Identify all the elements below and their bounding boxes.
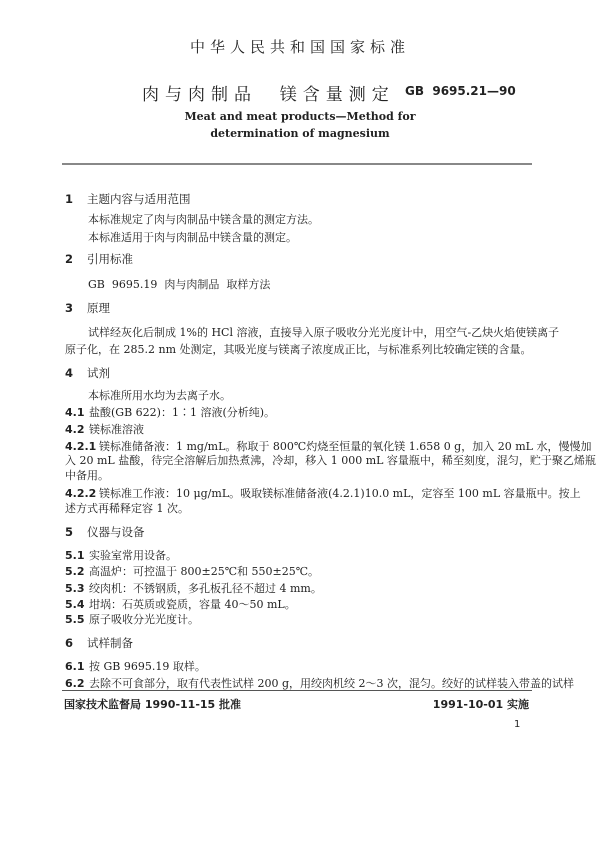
clause-4-2 — [65, 421, 530, 437]
section-title: 引用标准 — [87, 252, 133, 266]
document-title: 肉与肉制品 镁含量测定 — [142, 85, 395, 105]
clause-text: 高温炉：可控温于 800±25℃和 550±25℃。 — [89, 565, 320, 578]
section-number: 3 — [65, 301, 74, 315]
section-number: 4 — [65, 366, 74, 380]
clause-number: 5.2 — [65, 565, 85, 578]
clause-number: 5.5 — [65, 613, 85, 626]
paragraph-line: 本标准规定了肉与肉制品中镁含量的测定方法。 — [88, 213, 319, 226]
clause-text: 按 GB 9695.19 取样。 — [89, 660, 206, 673]
section-title: 主题内容与适用范围 — [87, 192, 191, 206]
paragraph-line: 原子化，在 285.2 nm 处测定，其吸光度与镁离子浓度成正比，与标准系列比较确定镁的含量。 — [65, 343, 532, 356]
clause-number: 4.2 — [65, 423, 85, 436]
clause-number: 4.2.1 — [65, 440, 97, 453]
section-1-heading — [65, 191, 530, 207]
clause-5-1 — [65, 547, 530, 563]
paragraph-line: 中备用。 — [65, 469, 109, 482]
approval-date: 国家技术监督局 1990-11-15 批准 — [64, 698, 242, 711]
section-title: 试样制备 — [87, 636, 133, 650]
section-6-heading — [65, 635, 530, 651]
page-number: 1 — [514, 719, 521, 730]
paragraph-line: 述方式再稀释定容 1 次。 — [65, 502, 189, 515]
section-number: 5 — [65, 525, 74, 539]
clause-text: 原子吸收分光光度计。 — [89, 613, 199, 626]
clause-number: 4.2.2 — [65, 487, 97, 500]
clause-6-2 — [65, 675, 575, 691]
clause-5-4 — [65, 596, 530, 612]
section-title: 仪器与设备 — [87, 525, 145, 539]
section-5-heading — [65, 524, 530, 540]
clause-text: 镁标准溶液 — [89, 423, 144, 436]
footer-rule — [62, 690, 532, 691]
standard-code: GB 9695.21—90 — [405, 84, 516, 98]
section-number: 2 — [65, 252, 74, 266]
clause-6-1 — [65, 658, 530, 674]
english-title-line2: determination of magnesium — [210, 127, 390, 140]
clause-4-1 — [65, 404, 530, 420]
clause-text: 镁标准储备液：1 mg/mL。称取于 800℃灼烧至恒量的氧化镁 1.658 0 g，加入 20 mL 水，慢慢加 — [99, 440, 592, 453]
section-2-heading — [65, 251, 530, 267]
header-rule — [62, 163, 532, 165]
section-3-heading — [65, 300, 530, 316]
clause-number: 6.1 — [65, 660, 85, 673]
section-title: 原理 — [87, 301, 110, 315]
paragraph-line: 本标准所用水均为去离子水。 — [88, 389, 231, 402]
clause-text: 坩埚：石英质或瓷质，容量 40～50 mL。 — [89, 598, 296, 611]
clause-number: 4.1 — [65, 406, 85, 419]
paragraph-line: 入 20 mL 盐酸，待完全溶解后加热煮沸，冷却，移入 1 000 mL 容量瓶中，稀至刻度，混匀，贮于聚乙烯瓶 — [65, 454, 596, 467]
clause-5-2 — [65, 563, 530, 579]
paragraph-line: 本标准适用于肉与肉制品中镁含量的测定。 — [88, 231, 297, 244]
effective-date: 1991-10-01 实施 — [432, 698, 529, 711]
section-4-heading — [65, 365, 530, 381]
clause-text: 镁标准工作液：10 μg/mL。吸取镁标准储备液(4.2.1)10.0 mL，定容至 100 mL 容量瓶中。按上 — [99, 487, 581, 500]
reference-line: GB 9695.19 肉与肉制品 取样方法 — [88, 278, 271, 291]
clause-5-5 — [65, 611, 530, 627]
english-title-line1: Meat and meat products—Method for — [184, 110, 416, 123]
national-standard-heading: 中华人民共和国国家标准 — [189, 38, 410, 56]
clause-4-2-2 — [65, 485, 581, 501]
clause-text: 实验室常用设备。 — [89, 549, 177, 562]
clause-number: 5.4 — [65, 598, 85, 611]
section-title: 试剂 — [87, 366, 110, 380]
clause-text: 去除不可食部分，取有代表性试样 200 g，用绞肉机绞 2～3 次，混匀。绞好的试样装入带盖的试样 — [89, 677, 575, 690]
clause-text: 盐酸(GB 622)：1∶1 溶液(分析纯)。 — [89, 406, 276, 419]
clause-number: 5.3 — [65, 582, 85, 595]
paragraph-line: 试样经灰化后制成 1%的 HCl 溶液，直接导入原子吸收分光光度计中，用空气-乙炔火焰使镁离子 — [88, 326, 560, 339]
clause-number: 6.2 — [65, 677, 85, 690]
section-number: 1 — [65, 192, 74, 206]
section-number: 6 — [65, 636, 74, 650]
clause-5-3 — [65, 580, 530, 596]
clause-text: 绞肉机：不锈钢质，多孔板孔径不超过 4 mm。 — [89, 582, 322, 595]
clause-number: 5.1 — [65, 549, 85, 562]
